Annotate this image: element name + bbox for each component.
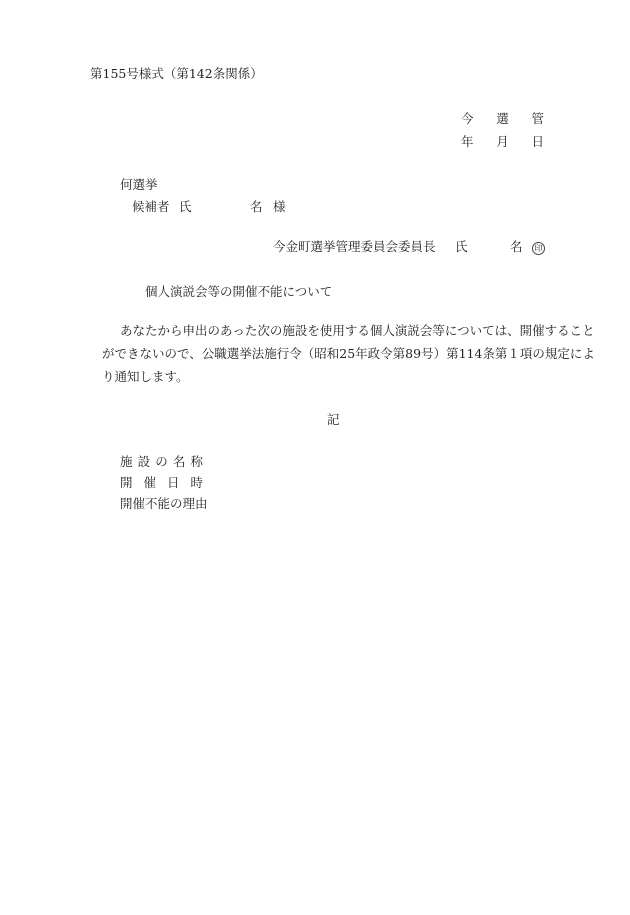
- form-label: 第155号様式（第142条関係）: [90, 66, 263, 81]
- date-char: 年: [461, 134, 474, 149]
- candidate-label: 候補者: [132, 199, 170, 214]
- item-char: 時: [190, 475, 203, 490]
- candidate-name-label-2: 名: [250, 199, 263, 214]
- issue-date: [461, 136, 544, 149]
- reference-char: 管: [531, 111, 544, 126]
- subject-title: 個人演説会等の開催不能について: [145, 284, 333, 299]
- item-char: 開: [120, 475, 133, 490]
- item-char: 設: [137, 454, 151, 469]
- date-char: 日: [531, 134, 544, 149]
- sender-name-label-2: 名: [510, 239, 523, 254]
- ki-heading: 記: [327, 412, 340, 427]
- item-char: 日: [166, 475, 180, 490]
- election-name: 何選挙: [120, 177, 158, 192]
- seal-mark: [532, 241, 545, 255]
- sender-name-label-1: 氏: [455, 239, 468, 254]
- item-char: 施: [120, 454, 133, 469]
- item-char: 名: [172, 454, 186, 469]
- item-char: 催: [143, 475, 156, 490]
- item-char: 称: [190, 454, 203, 469]
- reference-number: [461, 113, 544, 126]
- reference-char: 今: [461, 111, 474, 126]
- date-char: 月: [496, 134, 509, 149]
- honorific: 様: [273, 199, 286, 214]
- body-line: あなたから申出のあった次の施設を使用する個人演説会等については、開催すること: [120, 323, 595, 338]
- candidate-name-label-1: 氏: [179, 199, 192, 214]
- item-char: の: [155, 454, 168, 469]
- item-reason: 開催不能の理由: [120, 496, 208, 511]
- sender-title: 今金町選挙管理委員会委員長: [273, 239, 436, 254]
- item-date-time: [120, 477, 203, 490]
- reference-char: 選: [496, 111, 509, 126]
- body-line: り通知します。: [102, 369, 189, 384]
- item-facility-name: [120, 456, 203, 469]
- body-line: ができないので、公職選挙法施行令（昭和25年政令第89号）第114条第１項の規定によ: [102, 346, 595, 361]
- seal-icon: 印: [532, 242, 545, 255]
